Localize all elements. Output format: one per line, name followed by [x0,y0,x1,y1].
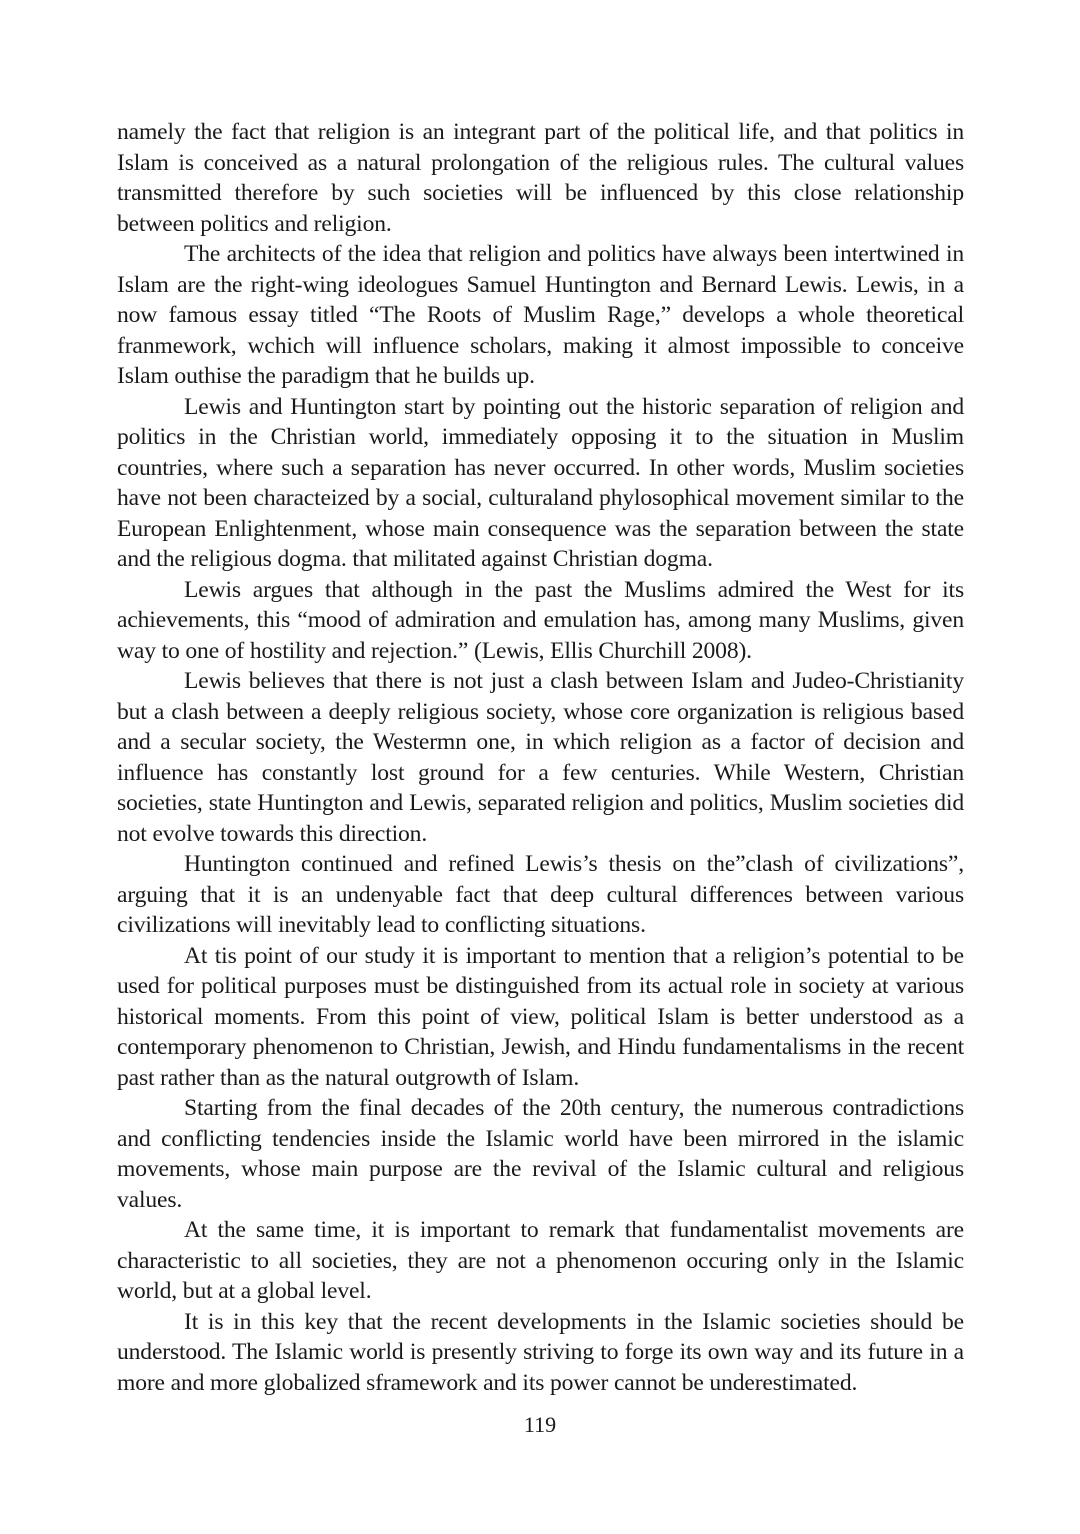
paragraph-architects: The architects of the idea that religion and politics have always been intertwined in Islam are the right-wing ideologues Samuel Huntington and Bernard Lewis. Lewis, in a now famous essay titled “The Roots of Muslim Rage,” develops a whole theoretical franmework, wchich will influence scholars, making it almost impossible to conceive Islam outhise the paradigm that he builds up. [117,241,964,389]
paragraph-political-purposes: At tis point of our study it is important to mention that a religion’s potential to be used for political purposes must be distinguished from its actual role in society at various historical moments. From this point of view, political Islam is better understood as a contemporary phenomenon to Christian, Jewish, and Hindu fundamentalisms in the recent past rather than as the natural outgrowth of Islam. [117,942,964,1091]
page-number: 119 [523,1412,557,1437]
paragraph-lewis-believes: Lewis believes that there is not just a clash between Islam and Judeo-Christianity but a clash between a deeply religious society, whose core organization is religious based and a secular society, the Westermn one, in which religion as a factor of decision and influence has constantly lost ground for a few centuries. While Western, Christian societies, state Huntington and Lewis, separated religion and politics, Muslim societies did not evolve towards this direction. [117,668,964,847]
paragraph-20th-century: Starting from the final decades of the 20th century, the numerous contradictions and conflicting tendencies inside the Islamic world have been mirrored in the islamic movements, whose main purpose are the revival of the Islamic cultural and religious values. [117,1095,964,1213]
paragraph-fundamentalist: At the same time, it is important to remark that fundamentalist movements are characteristic to all societies, they are not a phenomenon occuring only in the Islamic world, but at a global level. [117,1217,964,1304]
paragraph-conclusion: It is in this key that the recent developments in the Islamic societies should be understood. The Islamic world is presently striving to forge its own way and its future in a more and more globalized sframework and its power cannot be underestimated. [117,1308,964,1396]
body-text [117,117,964,1398]
paragraph-continuation: namely the fact that religion is an integrant part of the political life, and that politics in Islam is conceived as a natural prolongation of the religious rules. The cultural values transmitted therefore by such societies will be influenced by this close relationship between politics and religion. [117,119,964,237]
paragraph-huntington: Huntington continued and refined Lewis’s thesis on the”clash of civilizations”, arguing that it is an undenyable fact that deep cultural differences between various civilizations will inevitably lead to conflicting situations. [117,851,964,938]
paragraph-lewis-argues: Lewis argues that although in the past the Muslims admired the West for its achievements, this “mood of admiration and emulation has, among many Muslims, given way to one of hostility and rejection.” (Lewis, Ellis Churchill 2008). [117,576,964,664]
paragraph-separation: Lewis and Huntington start by pointing out the historic separation of religion and politics in the Christian world, immediately opposing it to the situation in Muslim countries, where such a separation has never occurred. In other words, Muslim societies have not been characteized by a social, culturaland phylosophical movement similar to the European Enlightenment, whose main consequence was the separation between the state and the religious dogma. that militated against Christian dogma. [117,393,964,572]
